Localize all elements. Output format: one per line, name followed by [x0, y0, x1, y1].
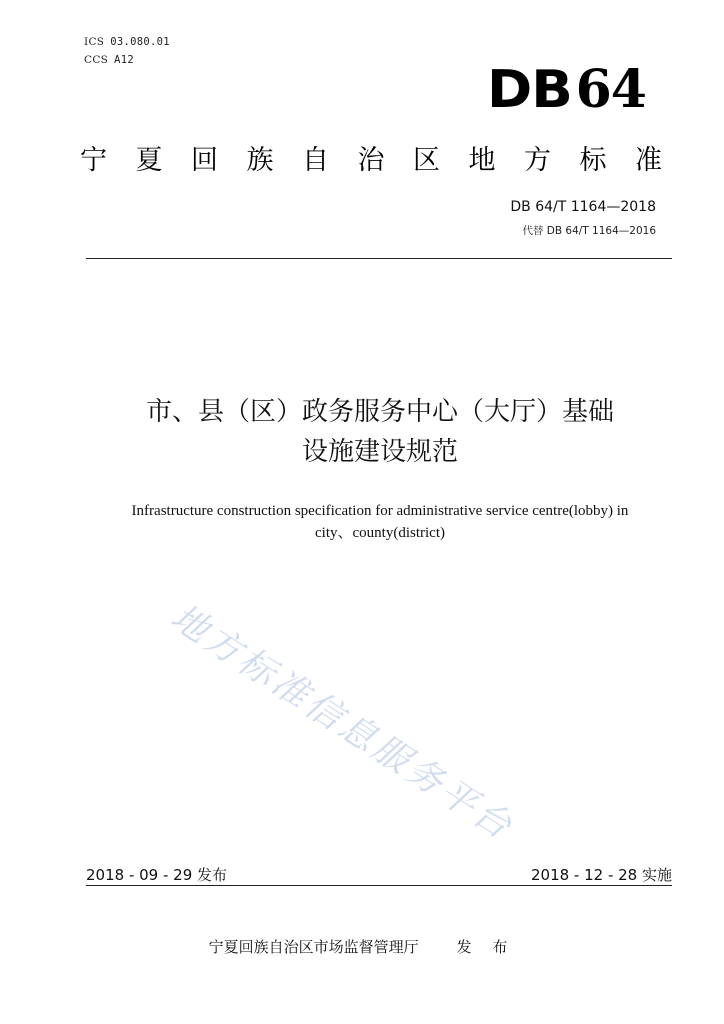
document-title	[80, 392, 680, 472]
publish-date: 2018 - 09 - 29 发布	[86, 866, 228, 884]
english-title	[90, 500, 670, 544]
ics-label: ICS	[84, 36, 105, 48]
ccs-value: A12	[114, 54, 135, 66]
db-logo	[486, 59, 646, 120]
bottom-divider	[86, 885, 672, 886]
ics-value: 03.080.01	[110, 36, 170, 48]
ics-line	[84, 36, 170, 48]
logo-letters: DB	[486, 60, 572, 120]
issuer-line	[0, 936, 724, 957]
issuer-name: 宁夏回族自治区市场监督管理厅	[208, 938, 419, 956]
english-title-line-1: Infrastructure construction specification for administrative service centre(lobby) in	[131, 503, 629, 519]
ccs-label: CCS	[84, 54, 109, 66]
title-line-1: 市、县（区）政务服务中心（大厅）基础	[145, 397, 614, 427]
replaces-note: 代替 DB 64/T 1164—2016	[522, 225, 656, 237]
title-line-2: 设施建设规范	[301, 437, 458, 467]
watermark: 地方标准信息服务平台	[163, 596, 522, 849]
standard-type: 宁夏回族自治区地方标准	[80, 145, 691, 176]
logo-number: 64	[575, 59, 646, 120]
ccs-line	[84, 54, 134, 66]
english-title-line-2: city、county(district)	[315, 525, 445, 541]
implement-date: 2018 - 12 - 28 实施	[530, 866, 672, 884]
standard-code: DB 64/T 1164—2018	[510, 199, 656, 215]
issue-verb: 发 布	[456, 938, 516, 956]
top-divider	[86, 258, 672, 259]
